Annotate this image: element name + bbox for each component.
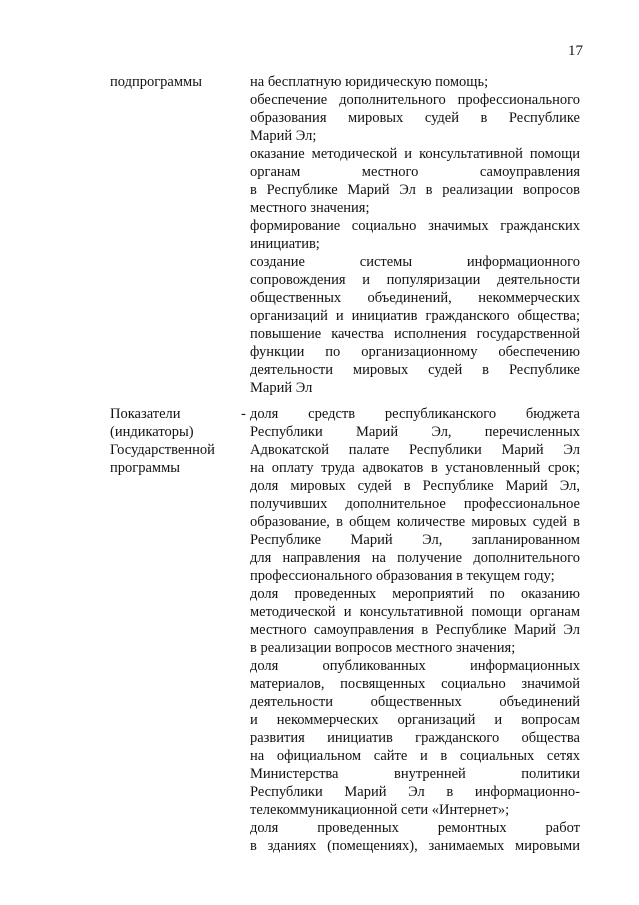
content-line: образование, в общем количестве мировых судей в [250,514,580,530]
content-line: обеспечение дополнительного профессионального [250,92,580,108]
label-line: Государственной [110,442,215,458]
content-line: деятельности мировых судей в Республике [250,362,580,378]
content-line: формирование социально значимых гражданских [250,218,580,234]
content-line: на официальном сайте и в социальных сетях [250,748,580,764]
content-line: получивших дополнительное профессиональное [250,496,580,512]
separator-dash: - [241,406,246,422]
label-line: подпрограммы [110,74,202,90]
page-number: 17 [568,43,583,59]
content-line: оказание методической и консультативной помощи [250,146,580,162]
content-line: в реализации вопросов местного значения; [250,640,516,656]
content-line: Марий Эл [250,380,313,396]
content-line: доля проведенных мероприятий по оказанию [250,586,580,602]
content-line: развития инициатив гражданского общества [250,730,580,746]
content-line: местного самоуправления в Республике Марий Эл [250,622,580,638]
label-line: программы [110,460,180,476]
content-line: в зданиях (помещениях), занимаемых мировыми [250,838,580,854]
content-line: на бесплатную юридическую помощь; [250,74,489,90]
content-line: функции по организационному обеспечению [250,344,580,360]
label-line: Показатели [110,406,181,422]
content-line: в Республике Марий Эл в реализации вопросов [250,182,580,198]
label-line: (индикаторы) [110,424,194,440]
row-label [110,405,240,477]
content-line: доля опубликованных информационных [250,658,580,674]
content-line: деятельности общественных объединений [250,694,580,710]
content-line: материалов, посвященных социально значимой [250,676,580,692]
content-line: методической и консультативной помощи органам [250,604,580,620]
content-line: повышение качества исполнения государственной [250,326,580,342]
content-line: органам местного самоуправления [250,164,580,180]
content-line: Министерства внутренней политики [250,766,580,782]
content-line: доля мировых судей в Республике Марий Эл, [250,478,580,494]
content-line: местного значения; [250,200,370,216]
content-line: Республики Марий Эл, перечисленных [250,424,580,440]
row-content [250,405,580,855]
content-line: создание системы информационного [250,254,580,270]
row-content [250,73,580,397]
content-line: Адвокатской палате Республики Марий Эл [250,442,580,458]
content-line: сопровождения и популяризации деятельности [250,272,580,288]
content-line: инициатив; [250,236,320,252]
content-line: Республики Марий Эл в информационно- [250,784,580,800]
content-line: Марий Эл; [250,128,317,144]
content-line: для направления на получение дополнительного [250,550,580,566]
content-line: телекоммуникационной сети «Интернет»; [250,802,510,818]
content-line: организаций и инициатив гражданского общества; [250,308,580,324]
row-label [110,73,240,91]
content-line: на оплату труда адвокатов в установленный срок; [250,460,580,476]
content-line: общественных объединений, некоммерческих [250,290,580,306]
content-line: и некоммерческих организаций и вопросам [250,712,580,728]
content-line: образования мировых судей в Республике [250,110,580,126]
content-line: профессионального образования в текущем году; [250,568,555,584]
content-line: доля средств республиканского бюджета [250,406,580,422]
content-line: доля проведенных ремонтных работ [250,820,580,836]
content-line: Республике Марий Эл, запланированном [250,532,580,548]
